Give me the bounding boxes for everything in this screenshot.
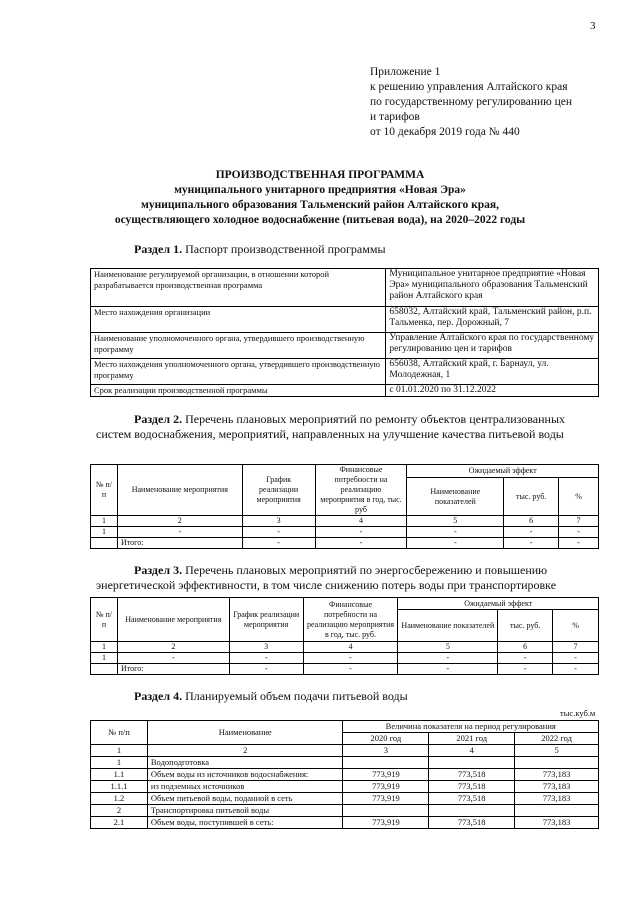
table-cell: 4 (429, 745, 515, 757)
table-cell: Объем питьевой воды, поданной в сеть (147, 793, 343, 805)
table-cell (343, 757, 429, 769)
table-cell: - (315, 527, 407, 538)
appendix-line: по государственному регулированию цен (370, 96, 573, 108)
col-header: Величина показателя на период регулирования (343, 721, 599, 733)
table-cell (515, 757, 599, 769)
table-cell: 773,183 (515, 793, 599, 805)
col-header: % (559, 478, 599, 516)
table-cell: - (498, 653, 553, 664)
table-cell: 2 (117, 642, 229, 653)
table-cell: 773,919 (343, 817, 429, 829)
section1-text: Паспорт производственной программы (185, 242, 386, 256)
table-cell: 1 (91, 527, 118, 538)
passport-name: Срок реализации производственной программы (91, 385, 386, 397)
col-header: Финансовые потребности на реализацию мероприятия в год, тыс. руб. (303, 598, 398, 642)
table-cell (429, 757, 515, 769)
col-header: Ожидаемый эффект (398, 598, 599, 610)
passport-name: Место нахождения организации (91, 307, 386, 333)
table-cell: 1.2 (91, 793, 148, 805)
table-row (91, 359, 599, 385)
col-header: 2020 год (343, 733, 429, 745)
appendix-line: к решению управления Алтайского края (370, 81, 568, 93)
table-cell: - (242, 527, 315, 538)
title-line: ПРОИЗВОДСТВЕННАЯ ПРОГРАММА (215, 169, 425, 181)
table-cell: 7 (553, 642, 599, 653)
section3-heading (96, 563, 599, 593)
table-cell: - (559, 527, 599, 538)
appendix-block (370, 65, 572, 140)
passport-value: Муниципальное унитарное предприятие «Новая Эра» муниципального образования Тальменский район Алтайского края (386, 269, 599, 307)
passport-name: Место нахождения уполномоченного органа, утвердившего производственную программу (91, 359, 386, 385)
table-cell: - (407, 527, 504, 538)
table-cell: 3 (242, 516, 315, 527)
col-header: Наименование мероприятия (117, 598, 229, 642)
col-header: Наименование показателей (398, 610, 498, 642)
table-cell: Транспортировка питьевой воды (147, 805, 343, 817)
table-cell: - (229, 653, 303, 664)
table-cell: 2 (91, 805, 148, 817)
table-cell: - (117, 653, 229, 664)
table-cell: - (559, 538, 599, 549)
table-row (91, 527, 599, 538)
table-row (91, 269, 599, 307)
table-cell: - (242, 538, 315, 549)
col-header: № п/п (91, 598, 118, 642)
table-cell: - (303, 664, 398, 675)
table-cell: - (407, 538, 504, 549)
section4-text: Планируемый объем подачи питьевой воды (185, 689, 408, 703)
col-header: тыс. руб. (504, 478, 559, 516)
passport-value: Управление Алтайского края по государственному регулированию цен и тарифов (386, 333, 599, 359)
table-row (91, 805, 599, 817)
section2-label: Раздел 2. (134, 412, 183, 426)
table-cell: 773,919 (343, 769, 429, 781)
table-row (91, 781, 599, 793)
col-header: График реализации мероприятия (242, 465, 315, 516)
table-row (91, 538, 599, 549)
passport-name: Наименование регулируемой организации, в отношении которой разрабатывается производственная программа (91, 269, 386, 307)
table-cell: 773,518 (429, 793, 515, 805)
table-row (91, 664, 599, 675)
col-header: Финансовые потребности на реализацию мероприятия в год, тыс. руб (315, 465, 407, 516)
table-row (91, 385, 599, 397)
section3-text: Перечень плановых мероприятий по энергосбережению и повышению энергетической эффективности, в том числе снижению потерь воды при транспортировке (96, 563, 557, 592)
col-header: % (553, 610, 599, 642)
table-cell: - (303, 653, 398, 664)
section4-label: Раздел 4. (134, 689, 183, 703)
table-row (91, 516, 599, 527)
table-row (91, 598, 599, 610)
table-row (91, 465, 599, 478)
table-cell: 3 (343, 745, 429, 757)
table-cell: - (498, 664, 553, 675)
table-cell: - (117, 527, 242, 538)
total-label: Итого: (117, 538, 242, 549)
table-cell: - (553, 653, 599, 664)
appendix-line: и тарифов (370, 111, 420, 123)
table-cell: 4 (315, 516, 407, 527)
document-title (60, 168, 580, 228)
table-cell: 773,919 (343, 781, 429, 793)
table-row (91, 642, 599, 653)
table-row (91, 769, 599, 781)
table-row (91, 757, 599, 769)
table-cell: 1 (91, 642, 118, 653)
passport-value: с 01.01.2020 по 31.12.2022 (386, 385, 599, 397)
table-cell: 5 (515, 745, 599, 757)
col-header: 2021 год (429, 733, 515, 745)
table-cell: - (315, 538, 407, 549)
col-header: Наименование мероприятия (117, 465, 242, 516)
table-cell: 2 (117, 516, 242, 527)
col-header: Наименование (147, 721, 343, 745)
col-header: № п/п (91, 465, 118, 516)
col-header: тыс. руб. (498, 610, 553, 642)
table-row (91, 745, 599, 757)
table-cell: 3 (229, 642, 303, 653)
passport-table (90, 268, 599, 397)
table-cell (515, 805, 599, 817)
table-cell: - (398, 653, 498, 664)
table-cell: 1 (91, 653, 118, 664)
col-header: 2022 год (515, 733, 599, 745)
table-cell: 7 (559, 516, 599, 527)
table-cell (343, 805, 429, 817)
table-cell: - (504, 538, 559, 549)
table-cell: 4 (303, 642, 398, 653)
table-cell: 1 (91, 757, 148, 769)
section2-text: Перечень плановых мероприятий по ремонту объектов централизованных систем водоснабжения, мероприятий, направленных на улучшение качества питьевой воды (96, 412, 566, 441)
section3-table (90, 597, 599, 675)
section1-label: Раздел 1. (134, 242, 183, 256)
table-cell: - (504, 527, 559, 538)
table-cell: Водоподготовка (147, 757, 343, 769)
table-cell: Объем воды из источников водоснабжения: (147, 769, 343, 781)
table-cell: 1.1.1 (91, 781, 148, 793)
passport-name: Наименование уполномоченного органа, утвердившего производственную программу (91, 333, 386, 359)
total-label: Итого: (117, 664, 229, 675)
table-cell (429, 805, 515, 817)
table-cell: 2.1 (91, 817, 148, 829)
table-cell: Объем воды, поступившей в сеть: (147, 817, 343, 829)
table-cell: 5 (398, 642, 498, 653)
title-line: осуществляющего холодное водоснабжение (питьевая вода), на 2020–2022 годы (114, 214, 526, 226)
table-cell: 6 (498, 642, 553, 653)
col-header: Ожидаемый эффект (407, 465, 599, 478)
unit-label: тыс.куб.м (560, 708, 596, 718)
table-cell: 773,919 (343, 793, 429, 805)
table-cell: 773,183 (515, 769, 599, 781)
title-line: муниципального образования Тальменский район Алтайского края, (141, 199, 499, 211)
col-header: Наименование показателей (407, 478, 504, 516)
table-cell: 773,518 (429, 781, 515, 793)
appendix-line: Приложение 1 (370, 66, 441, 78)
table-cell: 1.1 (91, 769, 148, 781)
page-number: 3 (590, 20, 596, 32)
table-cell: 773,518 (429, 817, 515, 829)
col-header: № п/п (91, 721, 148, 745)
section4-heading (134, 689, 408, 704)
table-row (91, 333, 599, 359)
passport-value: 656038, Алтайский край, г. Барнаул, ул. Молодежная, 1 (386, 359, 599, 385)
table-row (91, 307, 599, 333)
section3-label: Раздел 3. (134, 563, 183, 577)
table-cell: 1 (91, 516, 118, 527)
table-cell: - (553, 664, 599, 675)
table-cell: - (229, 664, 303, 675)
table-cell: 1 (91, 745, 148, 757)
table-cell (91, 664, 118, 675)
table-cell: 773,183 (515, 781, 599, 793)
appendix-line: от 10 декабря 2019 года № 440 (370, 126, 520, 138)
col-header: График реализации мероприятия (229, 598, 303, 642)
title-line: муниципального унитарного предприятия «Новая Эра» (174, 184, 466, 196)
passport-value: 658032, Алтайский край, Тальменский район, р.п. Тальменка, пер. Дорожный, 7 (386, 307, 599, 333)
table-cell: 773,518 (429, 769, 515, 781)
table-cell: 6 (504, 516, 559, 527)
table-row (91, 793, 599, 805)
section2-heading (96, 412, 599, 442)
table-row (91, 817, 599, 829)
table-row (91, 721, 599, 733)
table-cell: 2 (147, 745, 343, 757)
section4-table (90, 720, 599, 829)
table-cell: 5 (407, 516, 504, 527)
section2-table (90, 464, 599, 549)
table-cell (91, 538, 118, 549)
section1-heading (134, 242, 386, 257)
table-cell: - (398, 664, 498, 675)
table-cell: 773,183 (515, 817, 599, 829)
table-row (91, 653, 599, 664)
table-cell: из подземных источников (147, 781, 343, 793)
